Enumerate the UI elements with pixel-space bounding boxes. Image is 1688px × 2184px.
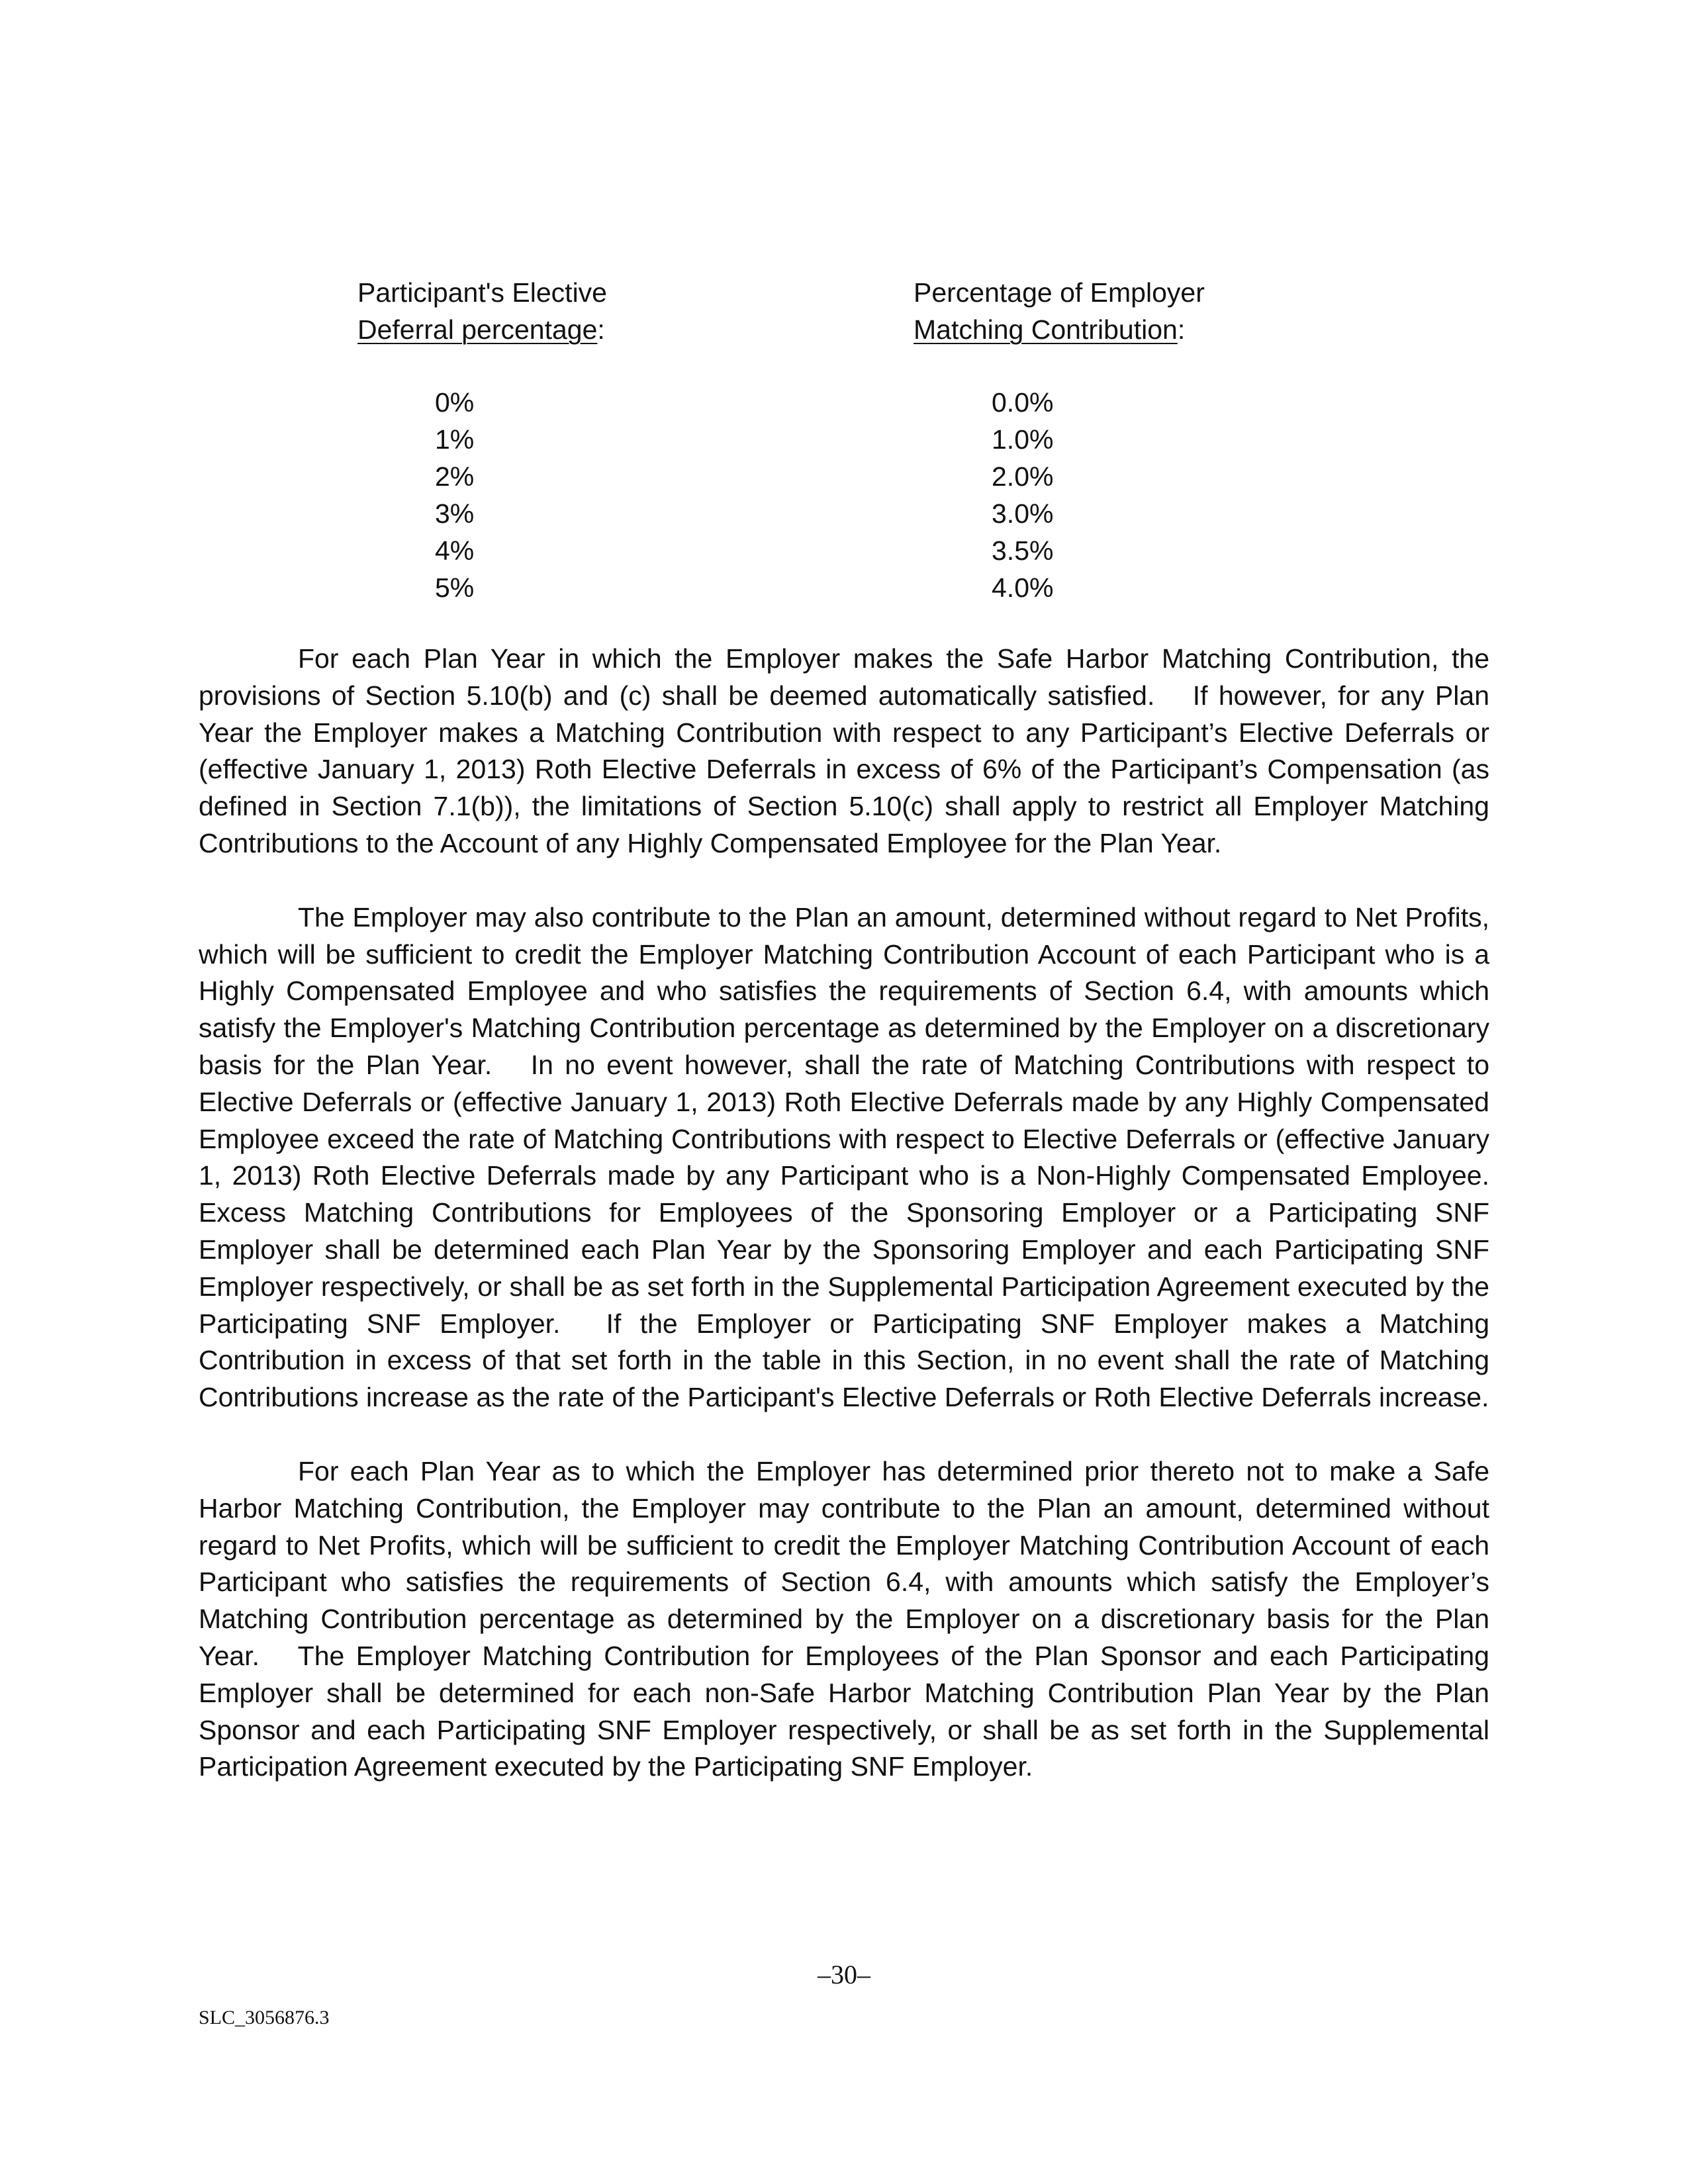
header-match-colon: : [1177, 314, 1186, 345]
paragraph-safe-harbor: For each Plan Year in which the Employer makes the Safe Harbor Matching Contribution, the provisions of Section 5.10(b) and (c) shall be deemed automatically satisfied. If however, for any Plan Year the Employer makes a Matching Contribution with respect to any Participant’s Elective Deferrals or (effective January 1, 2013) Roth Elective Deferrals in excess of 6% of the Participant’s Compensation (as defined in Section 7.1(b)), the limitations of Section 5.10(c) shall apply to restrict all Employer Matching Contributions to the Account of any Highly Compensated Employee for the Plan Year. [199, 643, 1489, 858]
table-row [0, 532, 1688, 569]
deferral-cell: 0% [435, 387, 475, 418]
deferral-cell: 1% [435, 424, 475, 455]
table-row [0, 458, 1688, 495]
match-cell: 1.0% [992, 424, 1054, 455]
deferral-cell: 4% [435, 535, 475, 566]
document-id: SLC_3056876.3 [199, 2007, 330, 2028]
match-cell: 3.0% [992, 498, 1054, 529]
table-row [0, 421, 1688, 458]
match-cell: 2.0% [992, 461, 1054, 492]
header-match-line2: Matching Contribution [914, 314, 1178, 345]
deferral-cell: 2% [435, 461, 475, 492]
paragraph-non-safe-harbor: For each Plan Year as to which the Employer has determined prior thereto not to make a Safe Harbor Matching Contribution, the Employer may contribute to the Plan an amount, determined without regard to Net Profits, which will be sufficient to credit the Employer Matching Contribution Account of each Participant who satisfies the requirements of Section 6.4, with amounts which satisfy the Employer’s Matching Contribution percentage as determined by the Employer on a discretionary basis for the Plan Year. The Employer Matching Contribution for Employees of the Plan Sponsor and each Participating Employer shall be determined for each non-Safe Harbor Matching Contribution Plan Year by the Plan Sponsor and each Participating SNF Employer respectively, or shall be as set forth in the Supplemental Participation Agreement executed by the Participating SNF Employer. [199, 1455, 1489, 1782]
match-table [0, 384, 1688, 606]
header-match-line2-wrap [914, 311, 1205, 348]
page-number: –30– [818, 1960, 870, 1989]
match-cell: 0.0% [992, 387, 1054, 418]
header-deferral-line2-wrap [357, 311, 607, 348]
deferral-cell: 3% [435, 498, 475, 529]
header-deferral-line2: Deferral percentage [357, 314, 598, 345]
table-row [0, 384, 1688, 421]
table-header-match [914, 274, 1205, 348]
body-text [199, 641, 1489, 1823]
deferral-cell: 5% [435, 572, 475, 603]
match-cell: 4.0% [992, 572, 1054, 603]
header-deferral-line1: Participant's Elective [357, 277, 607, 308]
table-row [0, 569, 1688, 606]
table-header-deferral [357, 274, 607, 348]
table-row [0, 495, 1688, 532]
header-match-line1: Percentage of Employer [914, 277, 1205, 308]
match-cell: 3.5% [992, 535, 1054, 566]
header-deferral-colon: : [597, 314, 605, 345]
paragraph-hce-contribution: The Employer may also contribute to the Plan an amount, determined without regard to Net Profits, which will be sufficient to credit the Employer Matching Contribution Account of each Participant who is a Highly Compensated Employee and who satisfies the requirements of Section 6.4, with amounts which satisfy the Employer's Matching Contribution percentage as determined by the Employer on a discretionary basis for the Plan Year. In no event however, shall the rate of Matching Contributions with respect to Elective Deferrals or (effective January 1, 2013) Roth Elective Deferrals made by any Highly Compensated Employee exceed the rate of Matching Contributions with respect to Elective Deferrals or (effective January 1, 2013) Roth Elective Deferrals made by any Participant who is a Non-Highly Compensated Employee. Excess Matching Contributions for Employees of the Sponsoring Employer or a Participating SNF Employer shall be determined each Plan Year by the Sponsoring Employer and each Participating SNF Employer respectively, or shall be as set forth in the Supplemental Participation Agreement executed by the Participating SNF Employer. If the Employer or Participating SNF Employer makes a Matching Contribution in excess of that set forth in the table in this Section, in no event shall the rate of Matching Contributions increase as the rate of the Participant's Elective Deferrals or Roth Elective Deferrals increase. [199, 901, 1489, 1413]
